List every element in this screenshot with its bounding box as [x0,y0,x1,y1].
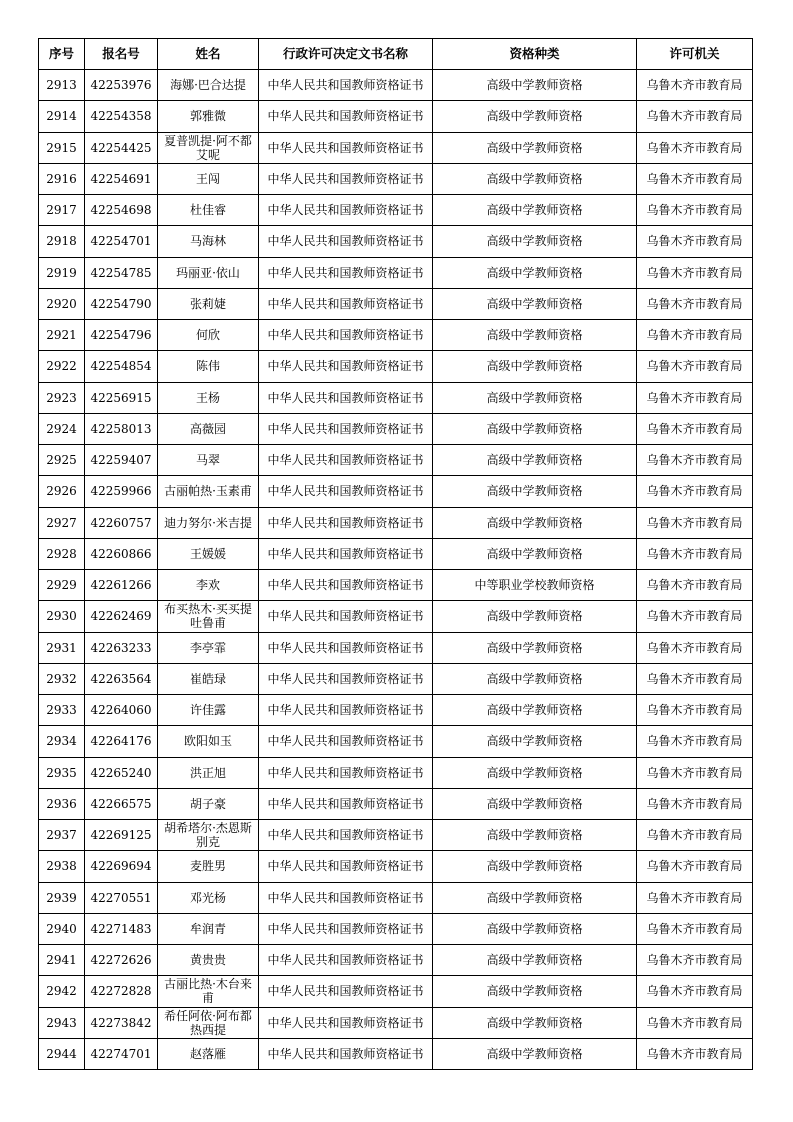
cell-serial: 2918 [39,226,85,257]
cell-registration-no: 42260866 [85,538,158,569]
cell-qualification-type: 高级中学教师资格 [433,132,637,163]
cell-licensing-authority: 乌鲁木齐市教育局 [637,1038,753,1069]
cell-name: 高薇园 [158,413,259,444]
table-row [39,695,753,726]
cell-qualification-type: 高级中学教师资格 [433,663,637,694]
cell-serial: 2921 [39,320,85,351]
cell-qualification-type: 高级中学教师资格 [433,538,637,569]
cell-name: 海娜·巴合达提 [158,70,259,101]
cell-qualification-type: 高级中学教师资格 [433,163,637,194]
cell-registration-no: 42253976 [85,70,158,101]
cell-registration-no: 42258013 [85,413,158,444]
cell-serial: 2937 [39,820,85,851]
cell-licensing-authority: 乌鲁木齐市教育局 [637,507,753,538]
cell-serial: 2922 [39,351,85,382]
cell-name: 赵落雁 [158,1038,259,1069]
table-row [39,1038,753,1069]
cell-name: 邓光杨 [158,882,259,913]
cell-serial: 2914 [39,101,85,132]
cell-serial: 2935 [39,757,85,788]
cell-document-name: 中华人民共和国教师资格证书 [259,976,433,1007]
cell-name: 王闯 [158,163,259,194]
cell-registration-no: 42259407 [85,445,158,476]
cell-serial: 2923 [39,382,85,413]
cell-serial: 2936 [39,788,85,819]
cell-serial: 2930 [39,601,85,632]
cell-licensing-authority: 乌鲁木齐市教育局 [637,351,753,382]
table-row [39,570,753,601]
cell-qualification-type: 高级中学教师资格 [433,726,637,757]
cell-registration-no: 42270551 [85,882,158,913]
cell-qualification-type: 高级中学教师资格 [433,320,637,351]
cell-name: 张莉婕 [158,288,259,319]
table-row [39,538,753,569]
cell-registration-no: 42261266 [85,570,158,601]
cell-document-name: 中华人民共和国教师资格证书 [259,913,433,944]
cell-document-name: 中华人民共和国教师资格证书 [259,632,433,663]
cell-registration-no: 42260757 [85,507,158,538]
cell-name: 夏普凯提·阿不都艾呢 [158,132,259,163]
cell-qualification-type: 高级中学教师资格 [433,226,637,257]
cell-qualification-type: 高级中学教师资格 [433,70,637,101]
cell-serial: 2927 [39,507,85,538]
table-row [39,788,753,819]
table-row [39,476,753,507]
cell-serial: 2931 [39,632,85,663]
cell-name: 布买热木·买买提吐鲁甫 [158,601,259,632]
cell-licensing-authority: 乌鲁木齐市教育局 [637,976,753,1007]
cell-document-name: 中华人民共和国教师资格证书 [259,382,433,413]
cell-name: 马海林 [158,226,259,257]
cell-document-name: 中华人民共和国教师资格证书 [259,788,433,819]
cell-name: 马翠 [158,445,259,476]
cell-qualification-type: 高级中学教师资格 [433,382,637,413]
cell-document-name: 中华人民共和国教师资格证书 [259,476,433,507]
table-body [39,70,753,1070]
cell-serial: 2919 [39,257,85,288]
cell-qualification-type: 高级中学教师资格 [433,445,637,476]
table-row [39,163,753,194]
cell-registration-no: 42271483 [85,913,158,944]
cell-registration-no: 42263564 [85,663,158,694]
table-row [39,70,753,101]
cell-registration-no: 42254698 [85,195,158,226]
cell-document-name: 中华人民共和国教师资格证书 [259,601,433,632]
cell-serial: 2939 [39,882,85,913]
table-row [39,945,753,976]
table-row [39,1007,753,1038]
cell-document-name: 中华人民共和国教师资格证书 [259,882,433,913]
cell-licensing-authority: 乌鲁木齐市教育局 [637,913,753,944]
cell-serial: 2938 [39,851,85,882]
cell-registration-no: 42265240 [85,757,158,788]
cell-document-name: 中华人民共和国教师资格证书 [259,132,433,163]
cell-qualification-type: 高级中学教师资格 [433,257,637,288]
table-row [39,288,753,319]
cell-document-name: 中华人民共和国教师资格证书 [259,445,433,476]
cell-registration-no: 42264176 [85,726,158,757]
cell-serial: 2928 [39,538,85,569]
header-serial: 序号 [39,39,85,70]
cell-licensing-authority: 乌鲁木齐市教育局 [637,570,753,601]
cell-name: 胡希塔尔·杰恩斯别克 [158,820,259,851]
cell-licensing-authority: 乌鲁木齐市教育局 [637,1007,753,1038]
table-row [39,601,753,632]
table-header-row [39,39,753,70]
cell-serial: 2934 [39,726,85,757]
cell-document-name: 中华人民共和国教师资格证书 [259,1007,433,1038]
cell-document-name: 中华人民共和国教师资格证书 [259,507,433,538]
cell-serial: 2916 [39,163,85,194]
cell-registration-no: 42263233 [85,632,158,663]
cell-qualification-type: 高级中学教师资格 [433,101,637,132]
cell-serial: 2941 [39,945,85,976]
cell-licensing-authority: 乌鲁木齐市教育局 [637,382,753,413]
table-row [39,132,753,163]
cell-document-name: 中华人民共和国教师资格证书 [259,288,433,319]
table-row [39,882,753,913]
cell-qualification-type: 高级中学教师资格 [433,976,637,1007]
cell-licensing-authority: 乌鲁木齐市教育局 [637,663,753,694]
header-licensing-authority: 许可机关 [637,39,753,70]
table-row [39,195,753,226]
cell-registration-no: 42273842 [85,1007,158,1038]
cell-qualification-type: 高级中学教师资格 [433,351,637,382]
cell-registration-no: 42274701 [85,1038,158,1069]
cell-registration-no: 42264060 [85,695,158,726]
cell-qualification-type: 高级中学教师资格 [433,913,637,944]
cell-name: 麦胜男 [158,851,259,882]
cell-document-name: 中华人民共和国教师资格证书 [259,226,433,257]
cell-name: 洪正旭 [158,757,259,788]
cell-licensing-authority: 乌鲁木齐市教育局 [637,757,753,788]
cell-serial: 2913 [39,70,85,101]
cell-licensing-authority: 乌鲁木齐市教育局 [637,257,753,288]
cell-registration-no: 42269125 [85,820,158,851]
cell-licensing-authority: 乌鲁木齐市教育局 [637,195,753,226]
cell-document-name: 中华人民共和国教师资格证书 [259,570,433,601]
cell-serial: 2943 [39,1007,85,1038]
cell-qualification-type: 中等职业学校教师资格 [433,570,637,601]
cell-name: 黄贵贵 [158,945,259,976]
license-table [38,38,753,1070]
cell-registration-no: 42254854 [85,351,158,382]
cell-name: 郭雅微 [158,101,259,132]
cell-licensing-authority: 乌鲁木齐市教育局 [637,70,753,101]
cell-document-name: 中华人民共和国教师资格证书 [259,851,433,882]
cell-document-name: 中华人民共和国教师资格证书 [259,538,433,569]
cell-serial: 2925 [39,445,85,476]
cell-registration-no: 42256915 [85,382,158,413]
cell-licensing-authority: 乌鲁木齐市教育局 [637,226,753,257]
table-row [39,757,753,788]
cell-serial: 2926 [39,476,85,507]
cell-licensing-authority: 乌鲁木齐市教育局 [637,726,753,757]
table-row [39,913,753,944]
cell-licensing-authority: 乌鲁木齐市教育局 [637,788,753,819]
cell-qualification-type: 高级中学教师资格 [433,507,637,538]
cell-licensing-authority: 乌鲁木齐市教育局 [637,538,753,569]
cell-name: 李欢 [158,570,259,601]
cell-name: 王媛媛 [158,538,259,569]
cell-registration-no: 42254425 [85,132,158,163]
cell-licensing-authority: 乌鲁木齐市教育局 [637,882,753,913]
cell-registration-no: 42266575 [85,788,158,819]
cell-qualification-type: 高级中学教师资格 [433,695,637,726]
table-row [39,851,753,882]
cell-serial: 2917 [39,195,85,226]
cell-qualification-type: 高级中学教师资格 [433,851,637,882]
cell-document-name: 中华人民共和国教师资格证书 [259,257,433,288]
table-row [39,976,753,1007]
cell-licensing-authority: 乌鲁木齐市教育局 [637,445,753,476]
cell-registration-no: 42269694 [85,851,158,882]
cell-registration-no: 42262469 [85,601,158,632]
cell-licensing-authority: 乌鲁木齐市教育局 [637,820,753,851]
cell-licensing-authority: 乌鲁木齐市教育局 [637,601,753,632]
cell-name: 王杨 [158,382,259,413]
cell-qualification-type: 高级中学教师资格 [433,413,637,444]
table-row [39,257,753,288]
cell-serial: 2940 [39,913,85,944]
cell-licensing-authority: 乌鲁木齐市教育局 [637,632,753,663]
cell-licensing-authority: 乌鲁木齐市教育局 [637,320,753,351]
cell-registration-no: 42272828 [85,976,158,1007]
cell-name: 陈伟 [158,351,259,382]
table-row [39,351,753,382]
cell-serial: 2944 [39,1038,85,1069]
cell-document-name: 中华人民共和国教师资格证书 [259,351,433,382]
cell-licensing-authority: 乌鲁木齐市教育局 [637,945,753,976]
cell-registration-no: 42259966 [85,476,158,507]
table-row [39,226,753,257]
cell-licensing-authority: 乌鲁木齐市教育局 [637,851,753,882]
cell-registration-no: 42254796 [85,320,158,351]
cell-name: 欧阳如玉 [158,726,259,757]
table-row [39,507,753,538]
cell-registration-no: 42272626 [85,945,158,976]
cell-document-name: 中华人民共和国教师资格证书 [259,413,433,444]
cell-registration-no: 42254701 [85,226,158,257]
cell-serial: 2920 [39,288,85,319]
cell-serial: 2942 [39,976,85,1007]
cell-document-name: 中华人民共和国教师资格证书 [259,663,433,694]
cell-qualification-type: 高级中学教师资格 [433,476,637,507]
cell-qualification-type: 高级中学教师资格 [433,788,637,819]
cell-qualification-type: 高级中学教师资格 [433,1007,637,1038]
table-row [39,632,753,663]
cell-document-name: 中华人民共和国教师资格证书 [259,163,433,194]
cell-name: 胡子豪 [158,788,259,819]
cell-document-name: 中华人民共和国教师资格证书 [259,695,433,726]
table-row [39,382,753,413]
cell-qualification-type: 高级中学教师资格 [433,820,637,851]
cell-name: 何欣 [158,320,259,351]
cell-registration-no: 42254785 [85,257,158,288]
cell-document-name: 中华人民共和国教师资格证书 [259,820,433,851]
cell-serial: 2932 [39,663,85,694]
cell-licensing-authority: 乌鲁木齐市教育局 [637,132,753,163]
table-row [39,820,753,851]
cell-name: 许佳露 [158,695,259,726]
header-registration-no: 报名号 [85,39,158,70]
cell-registration-no: 42254358 [85,101,158,132]
cell-licensing-authority: 乌鲁木齐市教育局 [637,695,753,726]
cell-registration-no: 42254691 [85,163,158,194]
table-row [39,726,753,757]
cell-document-name: 中华人民共和国教师资格证书 [259,320,433,351]
cell-qualification-type: 高级中学教师资格 [433,882,637,913]
cell-serial: 2933 [39,695,85,726]
table-row [39,101,753,132]
cell-licensing-authority: 乌鲁木齐市教育局 [637,413,753,444]
cell-name: 迪力努尔·米吉提 [158,507,259,538]
cell-name: 李亭霏 [158,632,259,663]
cell-qualification-type: 高级中学教师资格 [433,195,637,226]
cell-name: 杜佳睿 [158,195,259,226]
cell-name: 古丽帕热·玉素甫 [158,476,259,507]
cell-name: 崔皓琭 [158,663,259,694]
cell-qualification-type: 高级中学教师资格 [433,632,637,663]
table-row [39,445,753,476]
cell-document-name: 中华人民共和国教师资格证书 [259,70,433,101]
cell-qualification-type: 高级中学教师资格 [433,1038,637,1069]
table-row [39,320,753,351]
table-row [39,663,753,694]
header-name: 姓名 [158,39,259,70]
cell-document-name: 中华人民共和国教师资格证书 [259,101,433,132]
header-qualification-type: 资格种类 [433,39,637,70]
cell-serial: 2915 [39,132,85,163]
cell-document-name: 中华人民共和国教师资格证书 [259,945,433,976]
cell-name: 玛丽亚·依山 [158,257,259,288]
cell-serial: 2924 [39,413,85,444]
cell-licensing-authority: 乌鲁木齐市教育局 [637,163,753,194]
cell-licensing-authority: 乌鲁木齐市教育局 [637,476,753,507]
cell-serial: 2929 [39,570,85,601]
cell-registration-no: 42254790 [85,288,158,319]
cell-licensing-authority: 乌鲁木齐市教育局 [637,101,753,132]
cell-document-name: 中华人民共和国教师资格证书 [259,726,433,757]
cell-qualification-type: 高级中学教师资格 [433,288,637,319]
cell-name: 古丽比热·木台来甫 [158,976,259,1007]
cell-document-name: 中华人民共和国教师资格证书 [259,757,433,788]
header-document-name: 行政许可决定文书名称 [259,39,433,70]
cell-licensing-authority: 乌鲁木齐市教育局 [637,288,753,319]
cell-qualification-type: 高级中学教师资格 [433,945,637,976]
cell-name: 希任阿依·阿布都热西提 [158,1007,259,1038]
cell-qualification-type: 高级中学教师资格 [433,601,637,632]
cell-qualification-type: 高级中学教师资格 [433,757,637,788]
table-row [39,413,753,444]
cell-document-name: 中华人民共和国教师资格证书 [259,1038,433,1069]
cell-document-name: 中华人民共和国教师资格证书 [259,195,433,226]
cell-name: 牟润青 [158,913,259,944]
